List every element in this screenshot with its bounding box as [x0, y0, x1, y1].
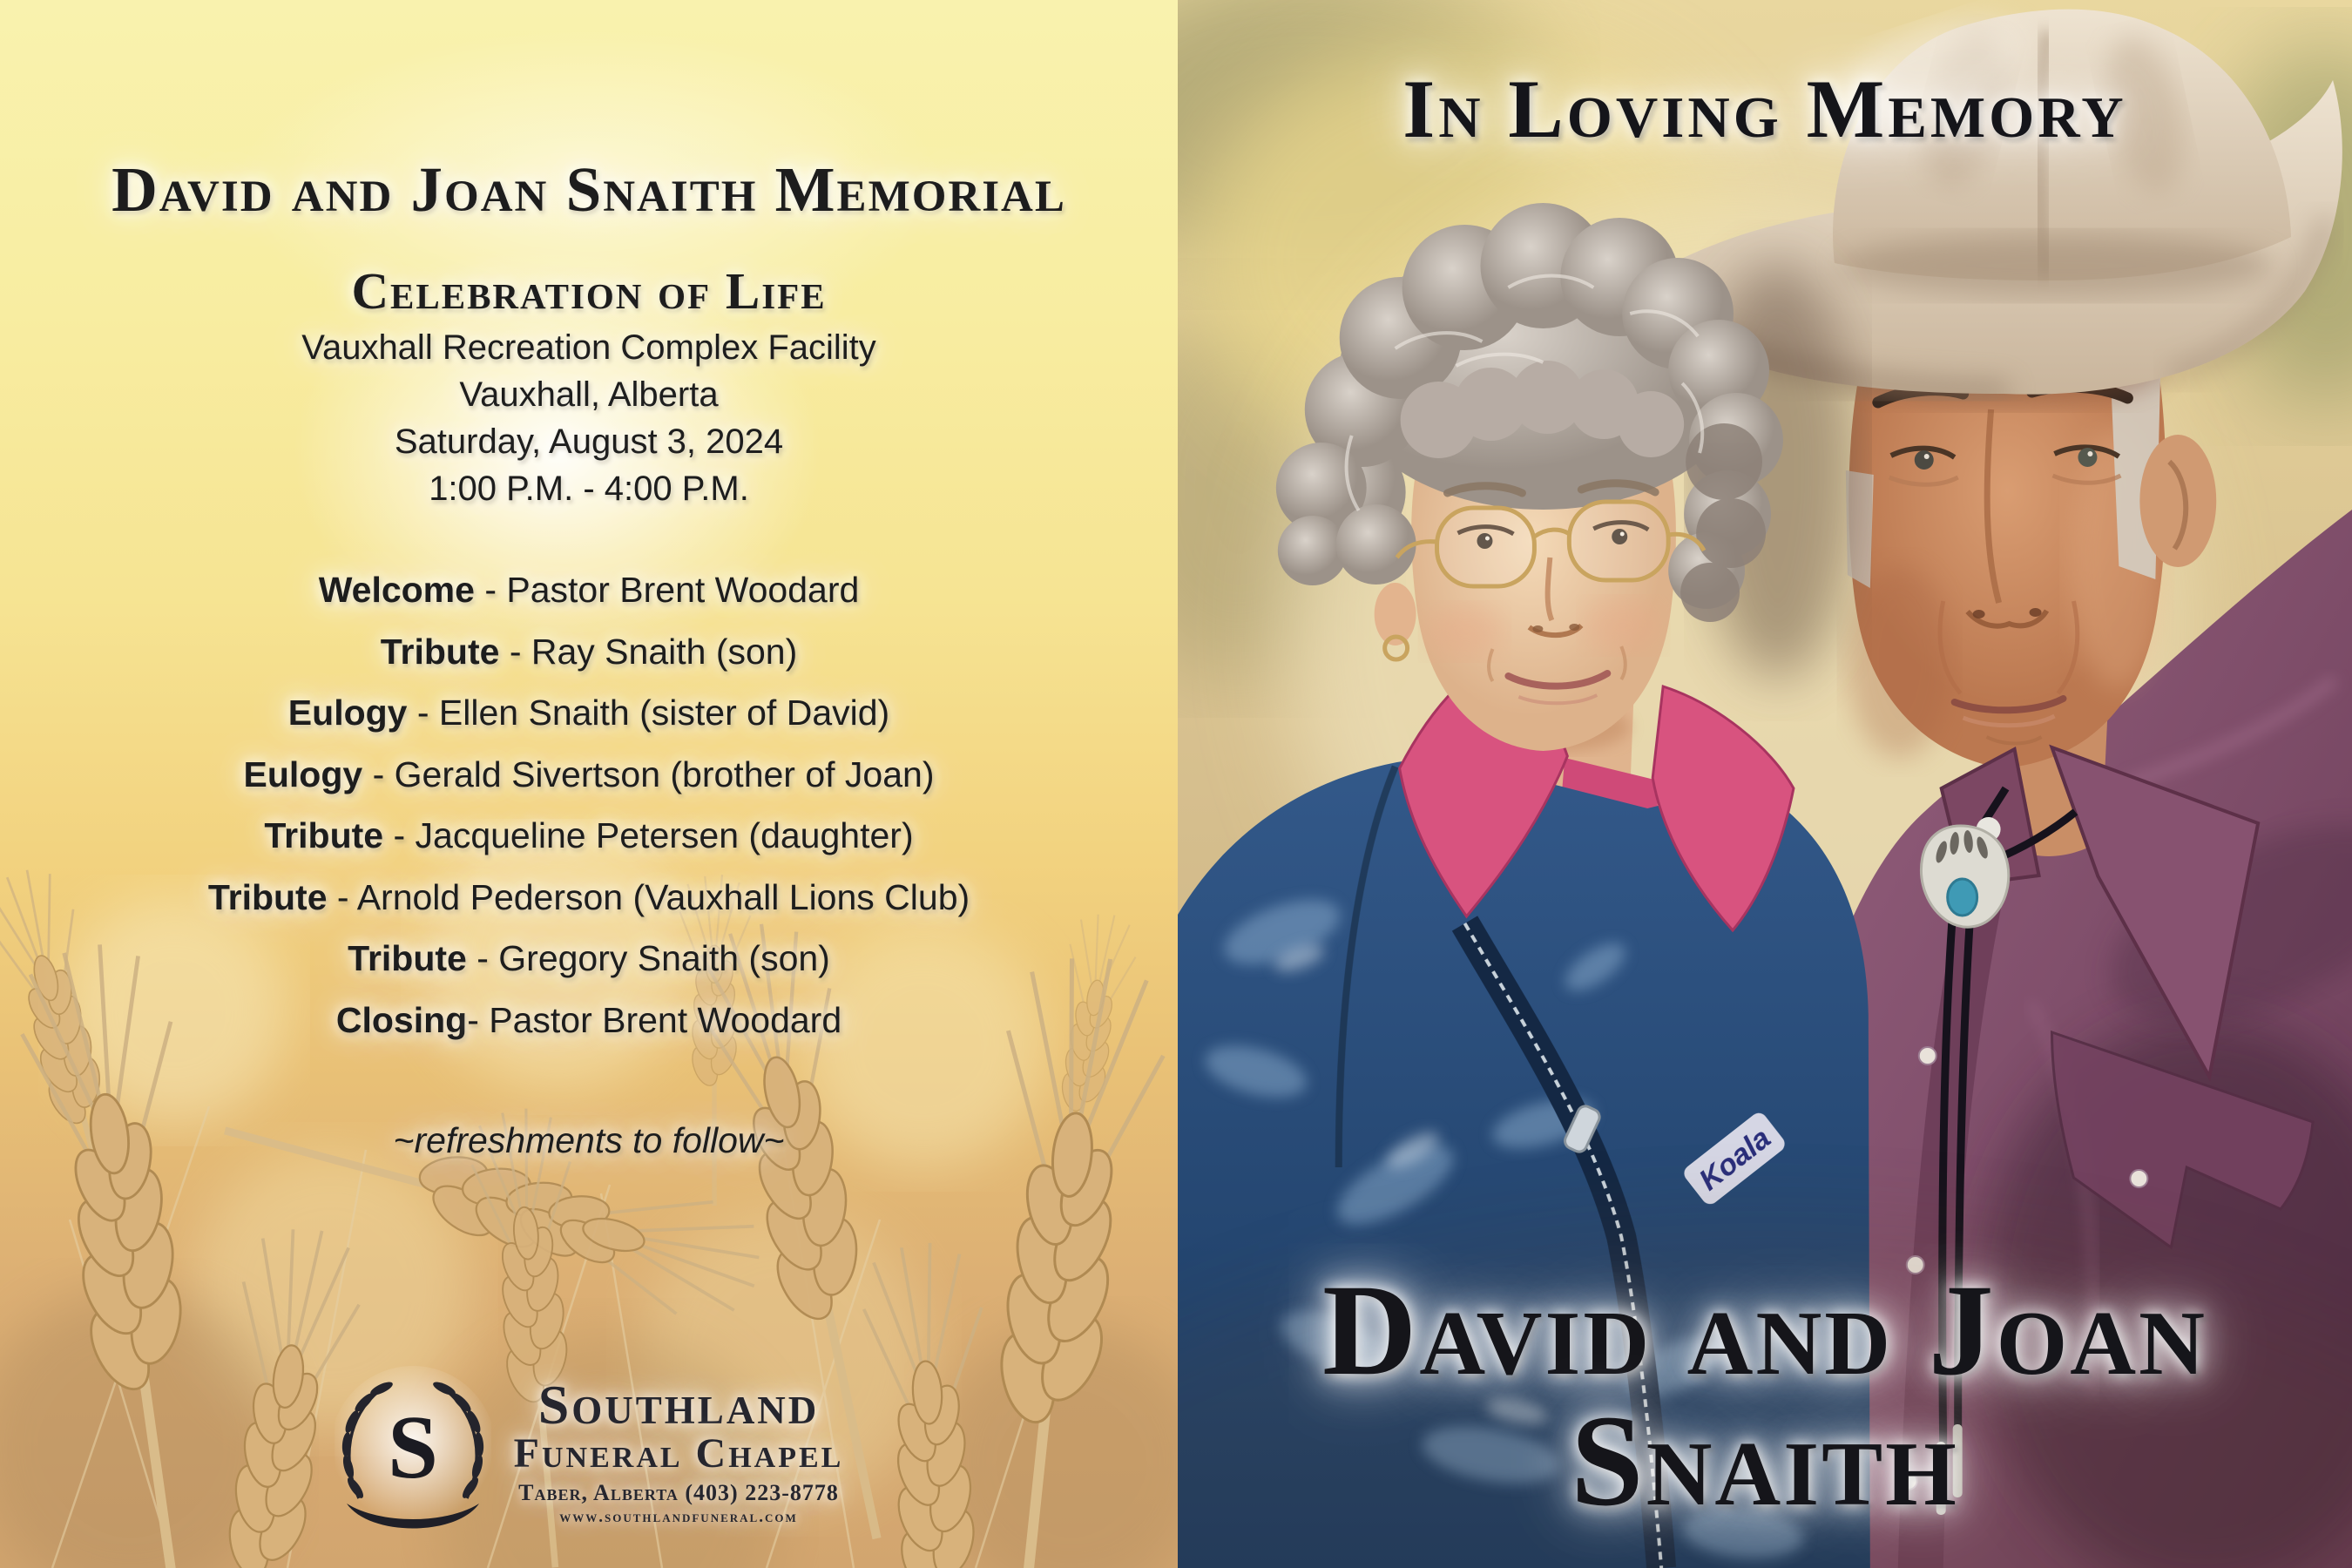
event-date: Saturday, August 3, 2024 — [394, 422, 784, 461]
funeral-home-name2: Funeral Chapel — [513, 1430, 844, 1477]
event-venue: Vauxhall Recreation Complex Facility — [301, 328, 876, 367]
funeral-home-address: Taber, Alberta (403) 223-8778 — [518, 1480, 839, 1505]
svg-text:Koala: Koala — [1693, 1121, 1777, 1198]
man-eye-left — [1915, 450, 1934, 470]
funeral-home-website: www.southlandfuneral.com — [559, 1508, 798, 1526]
man-eye-right — [2078, 448, 2097, 467]
event-location: Vauxhall, Alberta — [459, 375, 719, 414]
shirt-snap — [1919, 1047, 1936, 1064]
program-item: Eulogy - Ellen Snaith (sister of David) — [287, 693, 890, 733]
program-item: Tribute - Jacqueline Petersen (daughter) — [264, 815, 914, 855]
photo-page — [1178, 0, 2352, 1568]
funeral-home-name: Southland — [537, 1374, 820, 1436]
program-item: Welcome - Pastor Brent Woodard — [318, 570, 860, 610]
program-item: Closing- Pastor Brent Woodard — [335, 999, 842, 1040]
pocket-snap — [2130, 1170, 2147, 1187]
funeral-home-text — [513, 1374, 844, 1528]
event-time: 1:00 P.M. - 4:00 P.M. — [429, 470, 749, 508]
order-of-service — [0, 559, 1178, 1051]
bolo-turquoise-stone — [1948, 879, 1977, 916]
southland-monogram-icon — [335, 1366, 491, 1540]
monogram-letter: S — [387, 1397, 438, 1497]
program-item: Tribute - Ray Snaith (son) — [380, 631, 798, 672]
funeral-home-logo — [0, 1366, 1178, 1540]
program-item: Eulogy - Gerald Sivertson (brother of Joan) — [243, 754, 935, 794]
program-item: Tribute - Arnold Pederson (Vauxhall Lions Club) — [207, 876, 970, 917]
event-heading: Celebration of Life — [351, 262, 827, 320]
refreshments-note: ~refreshments to follow~ — [393, 1120, 785, 1160]
memorial-header: In Loving Memory — [1402, 63, 2127, 155]
names-line1: David and Joan — [1322, 1258, 2207, 1402]
deceased-names — [1178, 1258, 2352, 1533]
names-line2: Snaith — [1571, 1389, 1959, 1533]
program-item: Tribute - Gregory Snaith (son) — [348, 938, 830, 978]
page-title: David and Joan Snaith Memorial — [112, 154, 1066, 225]
event-details — [0, 324, 1178, 512]
